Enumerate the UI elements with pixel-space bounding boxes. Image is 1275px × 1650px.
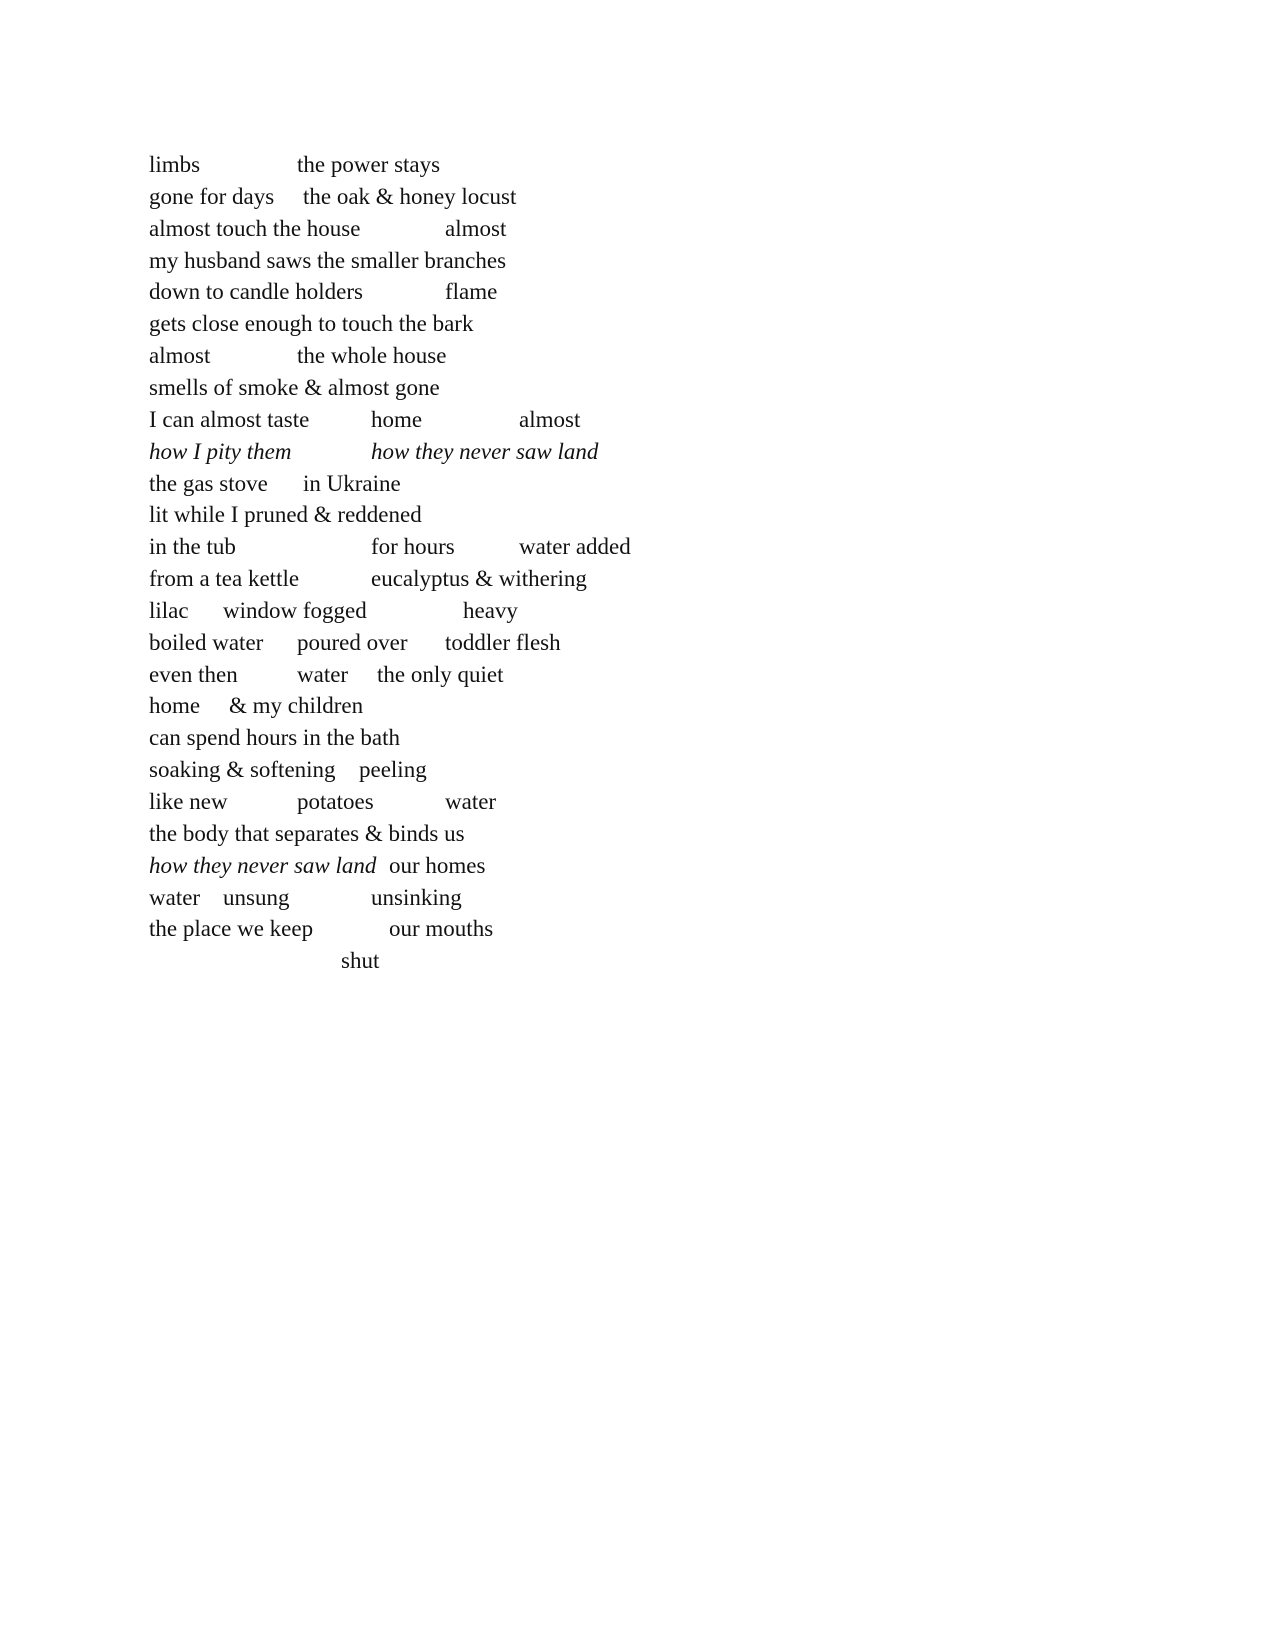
- poem-line-1-segment-1: limbs: [149, 152, 201, 177]
- poem-line-17-segment-1: even then: [149, 662, 238, 687]
- poem-line-5-segment-2: flame: [445, 279, 498, 304]
- poem-line-9-segment-3: almost: [519, 407, 581, 432]
- poem-line-13-segment-1: in the tub: [149, 534, 236, 559]
- poem-line-9-segment-1: I can almost taste: [149, 407, 310, 432]
- poem-line-7-segment-2: the whole house: [297, 343, 447, 368]
- poem-line-6-segment-1: gets close enough to touch the bark: [149, 311, 474, 336]
- poem-line-21-segment-1: like new: [149, 789, 228, 814]
- poem-line-17-segment-3: the only quiet: [377, 662, 504, 687]
- poem-line-1-segment-2: the power stays: [297, 152, 441, 177]
- poem-line-2-segment-1: gone for days: [149, 184, 275, 209]
- poem-line-8-segment-1: smells of smoke & almost gone: [149, 375, 440, 400]
- poem-line-18-segment-2: & my children: [229, 693, 364, 718]
- poem-line-3-segment-2: almost: [445, 216, 507, 241]
- poem-line-17-segment-2: water: [297, 662, 349, 687]
- poem-line-3-segment-1: almost touch the house: [149, 216, 361, 241]
- poem-line-11-segment-1: the gas stove: [149, 471, 268, 496]
- poem-line-15-segment-2: window fogged: [223, 598, 367, 623]
- poem-line-22-segment-1: the body that separates & binds us: [149, 821, 465, 846]
- poem-line-14-segment-1: from a tea kettle: [149, 566, 300, 591]
- poem-line-15-segment-1: lilac: [149, 598, 189, 623]
- poem-line-24-segment-2: unsung: [223, 885, 290, 910]
- poem-line-13-segment-2: for hours: [371, 534, 455, 559]
- poem-line-25-segment-2: our mouths: [389, 916, 494, 941]
- poem-line-20-segment-1: soaking & softening: [149, 757, 336, 782]
- poem-line-7-segment-1: almost: [149, 343, 211, 368]
- poem-line-2-segment-2: the oak & honey locust: [303, 184, 517, 209]
- poem-line-18-segment-1: home: [149, 693, 201, 718]
- poem-line-24-segment-1: water: [149, 885, 201, 910]
- poem-line-14-segment-2: eucalyptus & withering: [371, 566, 587, 591]
- poem-line-16-segment-1: boiled water: [149, 630, 264, 655]
- poem-line-25-segment-1: the place we keep: [149, 916, 314, 941]
- poem-line-5-segment-1: down to candle holders: [149, 279, 363, 304]
- poem-line-21-segment-3: water: [445, 789, 497, 814]
- poem-line-9-segment-2: home: [371, 407, 423, 432]
- poem-line-21-segment-2: potatoes: [297, 789, 374, 814]
- poem-line-23-segment-2: our homes: [389, 853, 486, 878]
- poem-line-15-segment-3: heavy: [463, 598, 518, 623]
- poem-line-19-segment-1: can spend hours in the bath: [149, 725, 401, 750]
- poem-line-20-segment-2: peeling: [359, 757, 427, 782]
- poem-line-11-segment-2: in Ukraine: [303, 471, 401, 496]
- poem-line-13-segment-3: water added: [519, 534, 631, 559]
- poem-line-16-segment-3: toddler flesh: [445, 630, 561, 655]
- poem-line-23-segment-1: how they never saw land: [149, 853, 377, 878]
- poem-line-16-segment-2: poured over: [297, 630, 408, 655]
- poem-line-10-segment-2: how they never saw land: [371, 439, 599, 464]
- poem-line-24-segment-3: unsinking: [371, 885, 462, 910]
- poem-line-26-segment-1: shut: [341, 948, 380, 973]
- poem-line-4-segment-1: my husband saws the smaller branches: [149, 248, 507, 273]
- poem-line-10-segment-1: how I pity them: [149, 439, 292, 464]
- poem-line-12-segment-1: lit while I pruned & reddened: [149, 502, 422, 527]
